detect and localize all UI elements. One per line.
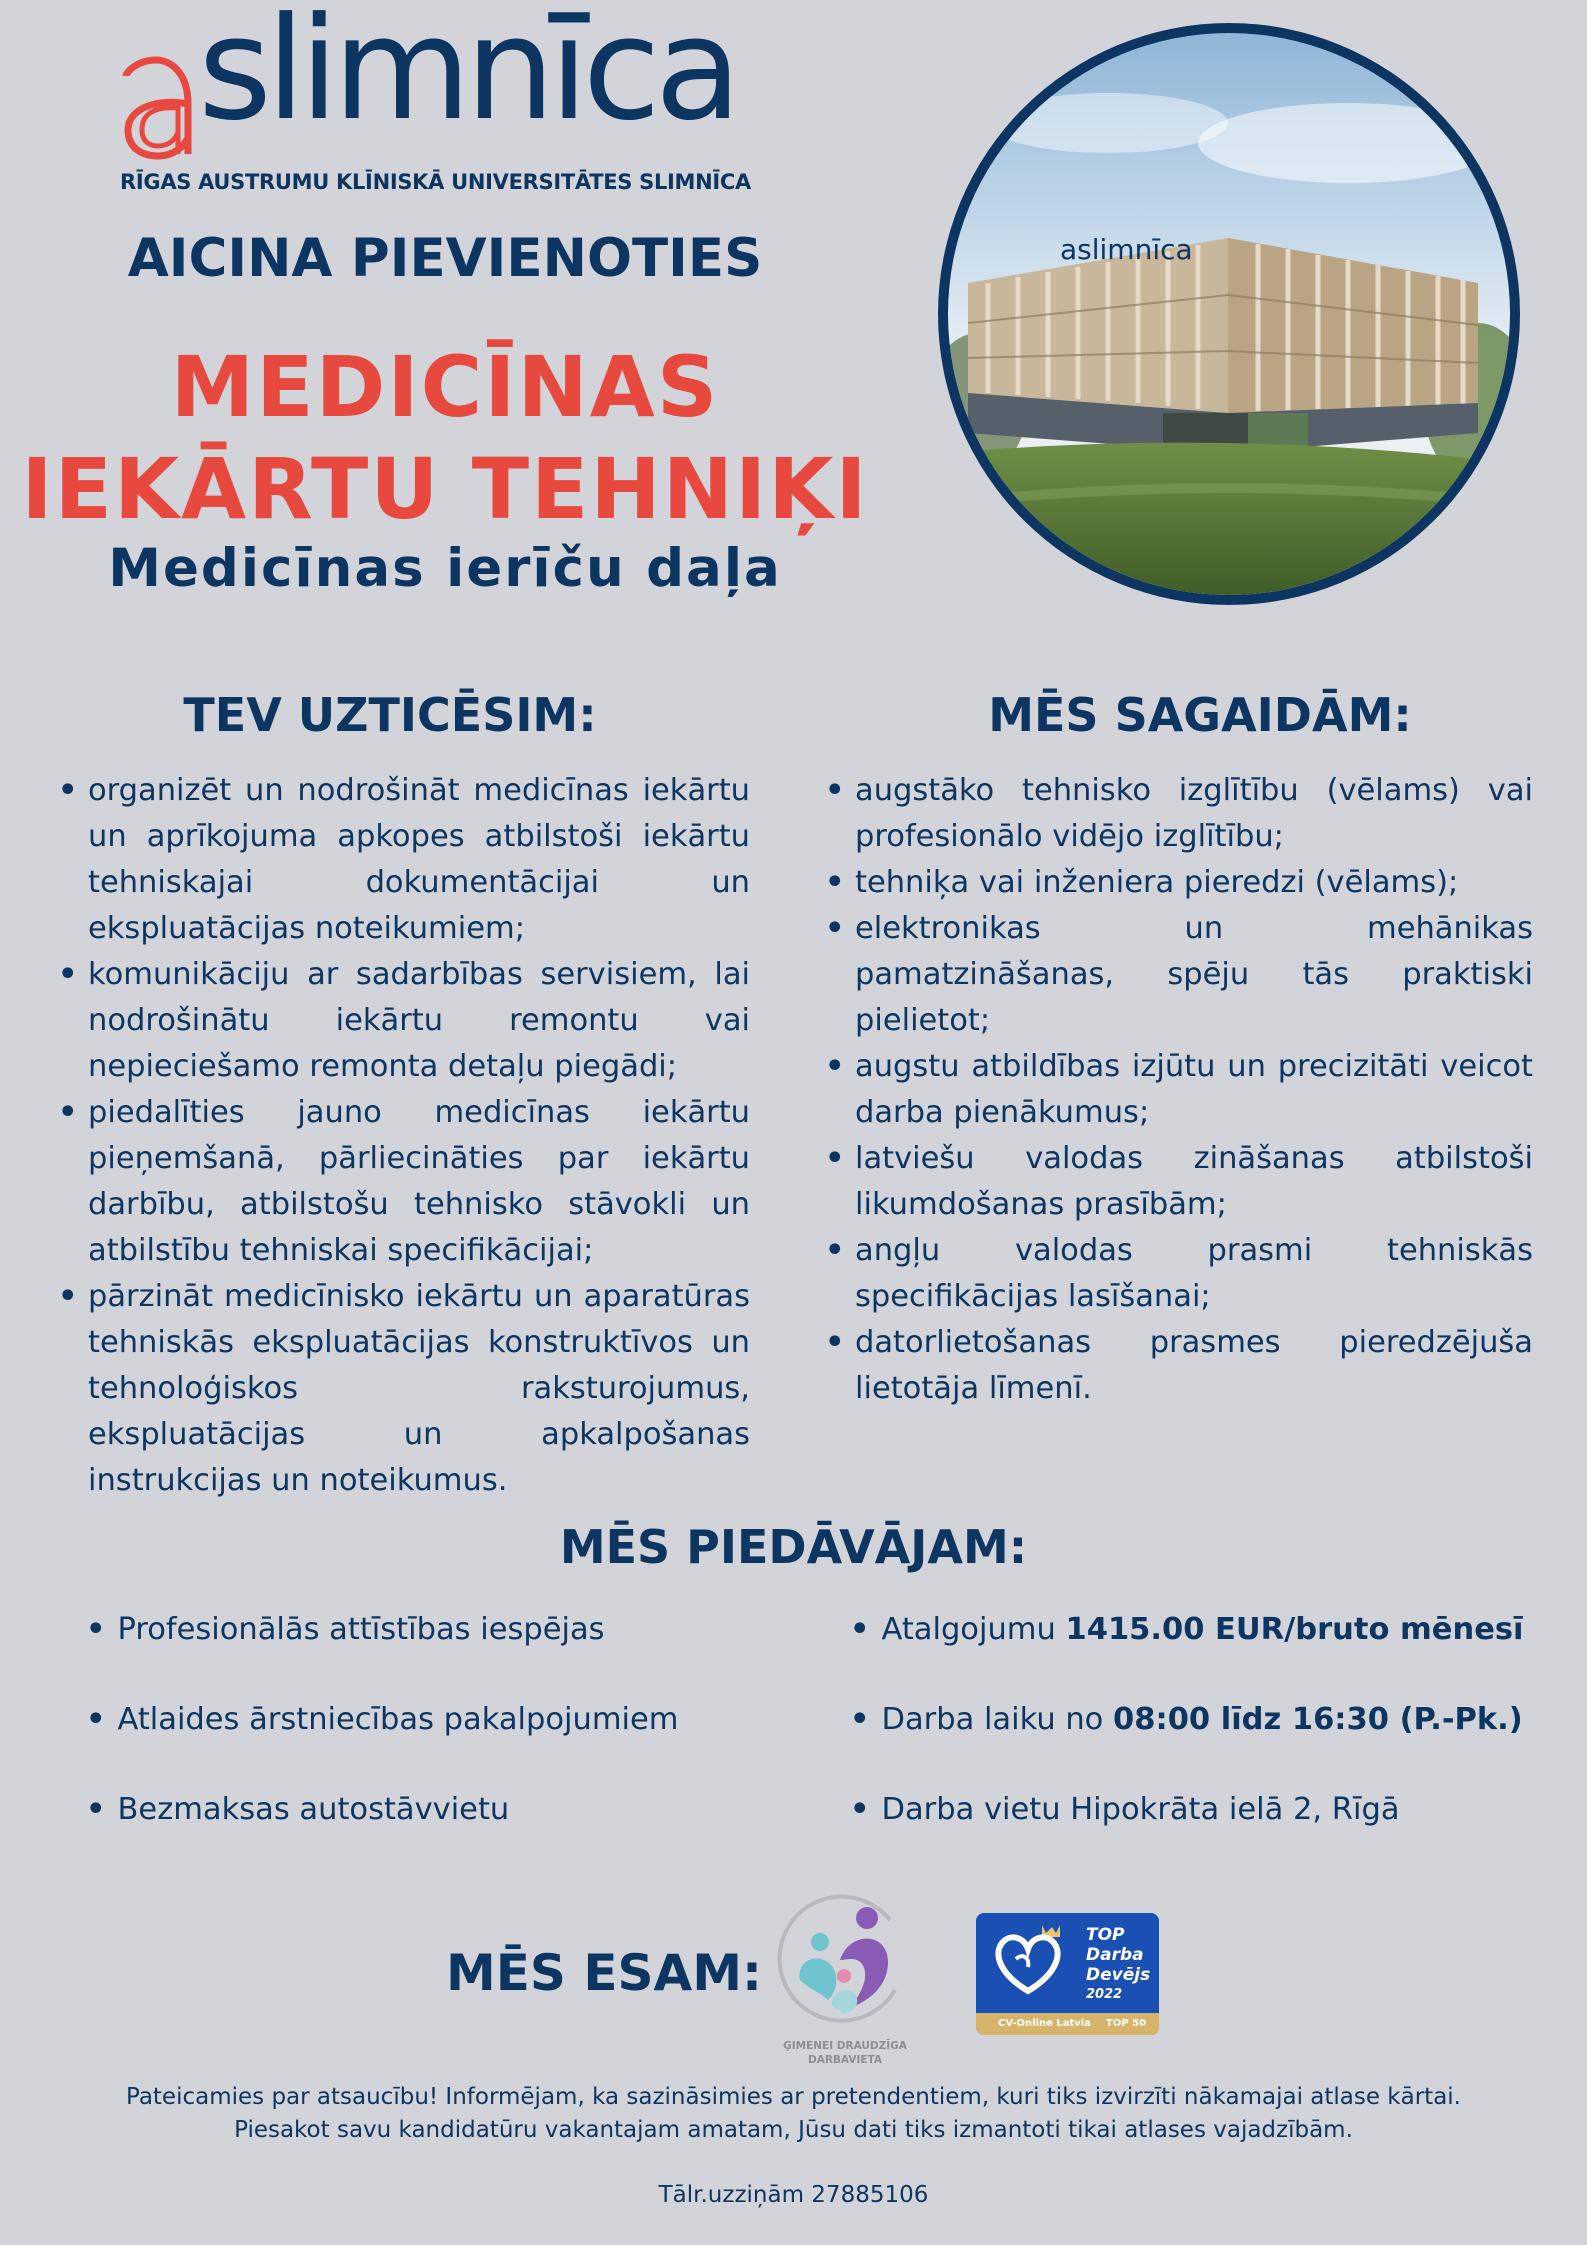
list-item: • organizēt un nodrošināt medicīnas iekārtu un aprīkojuma apkopes atbilstoši iekārtu tehniskajai dokumentācijai un ekspluatācijas noteikumiem; xyxy=(58,768,750,952)
offer-item: • Atlaides ārstniecības pakalpojumiem xyxy=(86,1702,679,1737)
offer-item: • Bezmaksas autostāvvietu xyxy=(86,1792,510,1827)
offer-salary: • Atalgojumu 1415.00 EUR/bruto mēnesī xyxy=(850,1612,1524,1647)
top-badge-year: 2022 xyxy=(1086,1987,1123,2002)
job-title-line1: MEDICĪNAS xyxy=(170,338,720,436)
list-item: • angļu valodas prasmi tehniskās specifikācijas lasīšanai; xyxy=(825,1228,1533,1320)
list-item: • augstāko tehnisko izglītību (vēlams) vai profesionālo vidējo izglītību; xyxy=(825,768,1533,860)
top-badge-line2: Darba xyxy=(1086,1945,1144,1965)
list-item: • piedalīties jauno medicīnas iekārtu pieņemšanā, pārliecināties par iekārtu darbību, atbilstošu tehnisko stāvokli un atbilstību tehniskai specifikācijai; xyxy=(58,1090,750,1274)
job-title-line2: IEKĀRTU TEHNIĶI xyxy=(21,440,869,538)
list-item: • pārzināt medicīnisko iekārtu un aparatūras tehniskās ekspluatācijas konstruktīvos un tehnoloģiskos raksturojumus, ekspluatācijas un apkalpošanas instrukcijas un noteikumus. xyxy=(58,1274,750,1504)
offer-hours: • Darba laiku no 08:00 līdz 16:30 (P.-Pk.) xyxy=(850,1702,1523,1737)
logo-subtitle: RĪGAS AUSTRUMU KLĪNISKĀ UNIVERSITĀTES SLIMNĪCA xyxy=(120,170,751,194)
footer-note-line2: Piesakot savu kandidatūru vakantajam amatam, Jūsu dati tiks izmantoti tikai atlases vajadzībām. xyxy=(234,2117,1353,2143)
top-badge-footer-right: TOP 50 xyxy=(1106,2018,1147,2029)
logo-a-icon xyxy=(118,42,208,162)
building-photo xyxy=(938,23,1520,605)
expect-list xyxy=(825,768,1533,1412)
badges-heading: MĒS ESAM: xyxy=(446,1944,762,2002)
trust-list xyxy=(58,768,750,1504)
top-employer-badge xyxy=(976,1913,1159,2035)
building-sign: aslimnīca xyxy=(1060,233,1193,266)
footer-phone: Tālr.uzziņām 27885106 xyxy=(658,2182,929,2208)
logo-wordmark: slimnīca xyxy=(198,0,736,152)
list-item: • latviešu valodas zināšanas atbilstoši likumdošanas prasībām; xyxy=(825,1136,1533,1228)
offer-item: • Profesionālās attīstības iespējas xyxy=(86,1612,605,1647)
family-badge-line2: DARBAVIETA xyxy=(807,2054,883,2066)
family-icon xyxy=(770,1880,920,2030)
offer-heading: MĒS PIEDĀVĀJAM: xyxy=(559,1520,1028,1574)
top-badge-line1: TOP xyxy=(1086,1925,1125,1945)
expect-heading: MĒS SAGAIDĀM: xyxy=(988,688,1412,742)
family-friendly-badge xyxy=(770,1880,920,2070)
list-item: • komunikāciju ar sadarbības servisiem, lai nodrošinātu iekārtu remontu vai nepieciešamo remonta detaļu piegādi; xyxy=(58,952,750,1090)
heart-crown-icon xyxy=(988,1919,1068,1999)
list-item: • tehniķa vai inženiera pieredzi (vēlams); xyxy=(825,860,1533,906)
department-subtitle: Medicīnas ierīču daļa xyxy=(108,538,782,599)
list-item: • augstu atbildības izjūtu un precizitāti veicot darba pienākumus; xyxy=(825,1044,1533,1136)
family-badge-line1: ĢIMENEI DRAUDZĪGA xyxy=(783,2040,907,2052)
trust-heading: TEV UZTICĒSIM: xyxy=(183,688,597,742)
top-badge-line3: Devējs xyxy=(1086,1965,1151,1985)
invite-heading: AICINA PIEVIENOTIES xyxy=(127,228,763,289)
offer-location: • Darba vietu Hipokrāta ielā 2, Rīgā xyxy=(850,1792,1400,1827)
top-badge-footer-left: CV-Online Latvia xyxy=(998,2018,1091,2029)
footer-note-line1: Pateicamies par atsaucību! Informējam, ka sazināsimies ar pretendentiem, kuri tiks izvirzīti nākamajai atlase kārtai. xyxy=(125,2084,1461,2110)
list-item: • datorlietošanas prasmes pieredzējuša lietotāja līmenī. xyxy=(825,1320,1533,1412)
list-item: • elektronikas un mehānikas pamatzināšanas, spēju tās praktiski pielietot; xyxy=(825,906,1533,1044)
